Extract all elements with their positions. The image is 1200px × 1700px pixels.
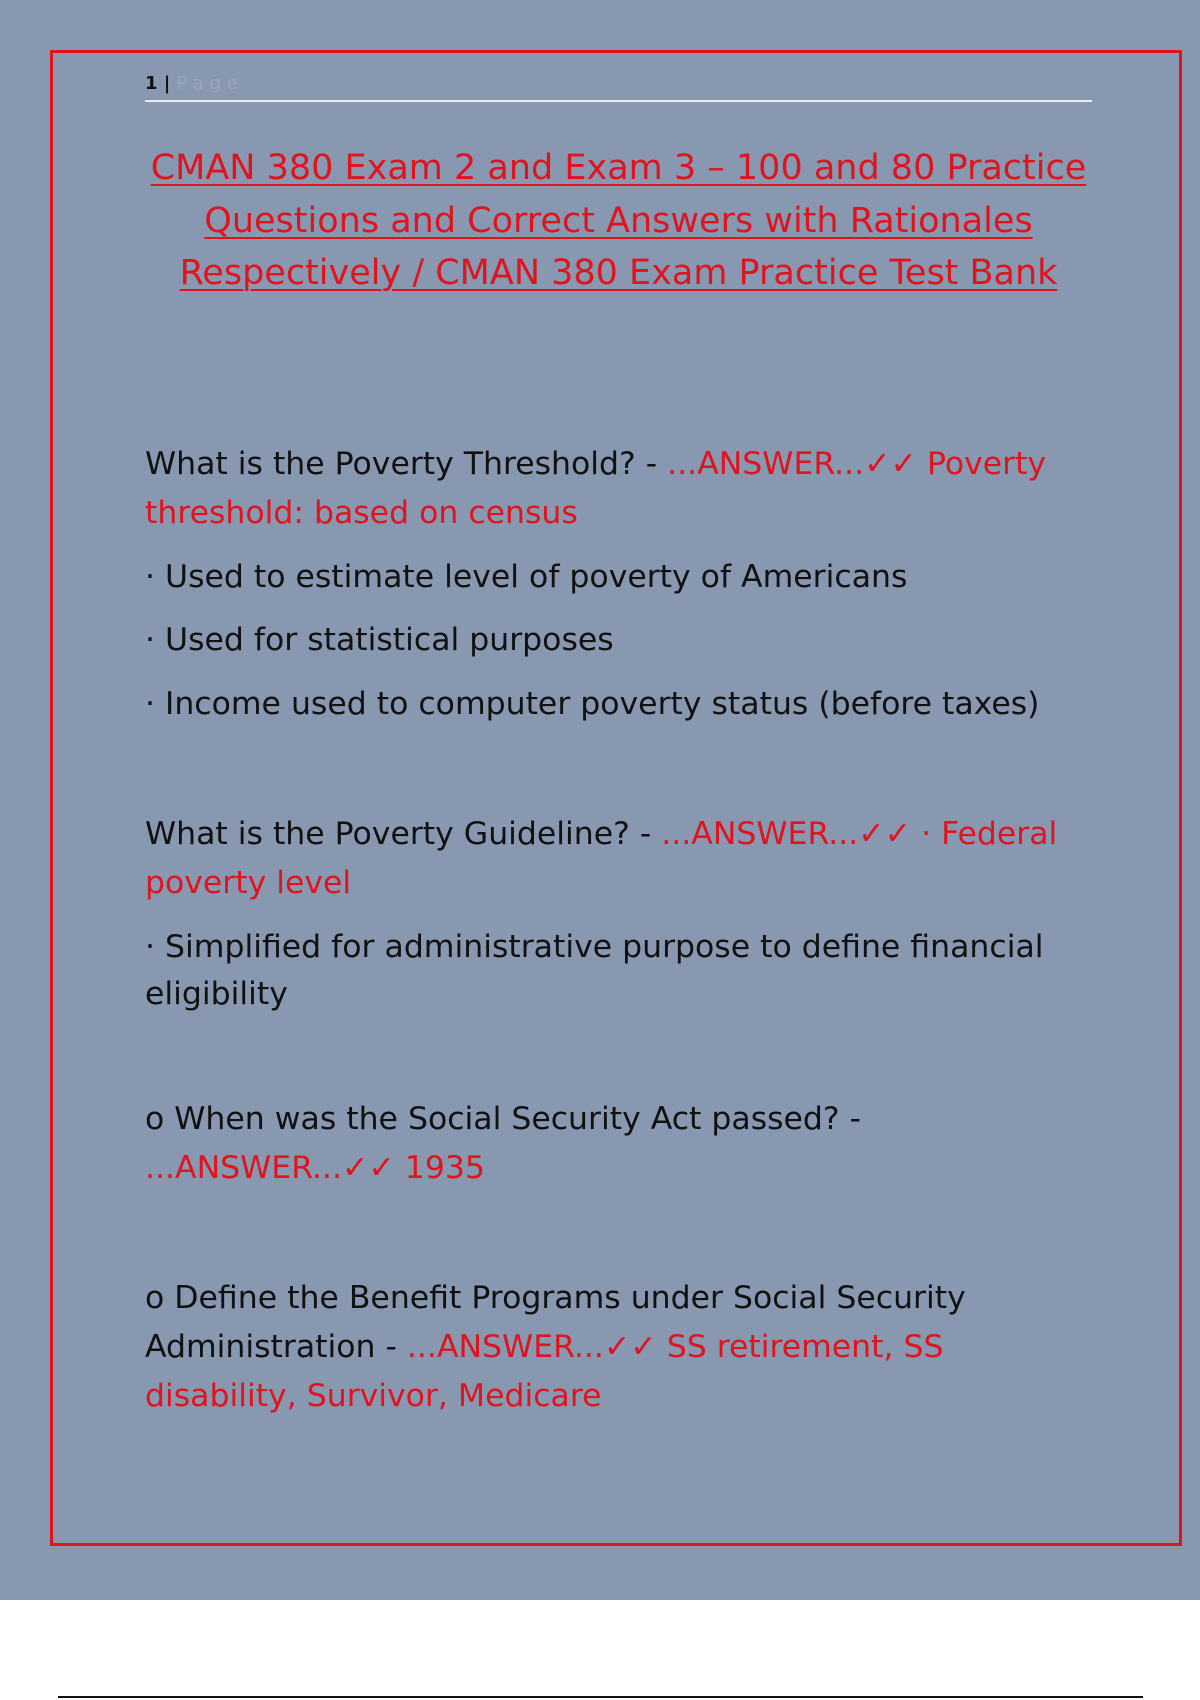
question-text: o Define the Benefit Programs under Social Security Administration bbox=[145, 1280, 966, 1365]
qa-item-1 bbox=[145, 440, 1095, 538]
bullet-item: · Used for statistical purposes bbox=[145, 622, 614, 658]
separator: - bbox=[629, 816, 662, 852]
answer-text: ...ANSWER...✓✓ Poverty threshold: based on census bbox=[145, 446, 1047, 531]
bullet-item: · Used to estimate level of poverty of Americans bbox=[145, 559, 908, 595]
qa-item-3 bbox=[145, 1095, 1095, 1193]
separator: - bbox=[375, 1329, 407, 1365]
qa-item-4 bbox=[145, 1274, 1095, 1421]
qa-item-2 bbox=[145, 810, 1095, 908]
bullet-item: · Simplified for administrative purpose to define financial eligibility bbox=[145, 929, 1044, 1012]
page-number: 1 | bbox=[145, 73, 171, 94]
page-header bbox=[145, 72, 1092, 102]
question-text: o When was the Social Security Act passed? bbox=[145, 1101, 840, 1137]
question-text: What is the Poverty Guideline? bbox=[145, 816, 630, 852]
separator: - bbox=[635, 446, 668, 482]
question-text: What is the Poverty Threshold? bbox=[145, 446, 636, 482]
bullet-item: · Income used to computer poverty status (before taxes) bbox=[145, 686, 1040, 722]
answer-text: ...ANSWER...✓✓ 1935 bbox=[145, 1150, 485, 1186]
document-title: CMAN 380 Exam 2 and Exam 3 – 100 and 80 Practice Questions and Correct Answers with Rationales Respectively / CMAN 380 Exam Practice Test Bank bbox=[150, 148, 1087, 293]
answer-text: ...ANSWER...✓✓ · Federal poverty level bbox=[145, 816, 1058, 901]
separator: - bbox=[839, 1101, 862, 1137]
footer-divider bbox=[58, 1696, 1143, 1698]
page-label: Page bbox=[176, 73, 244, 94]
answer-text: ...ANSWER...✓✓ SS retirement, SS disability, Survivor, Medicare bbox=[145, 1329, 944, 1414]
